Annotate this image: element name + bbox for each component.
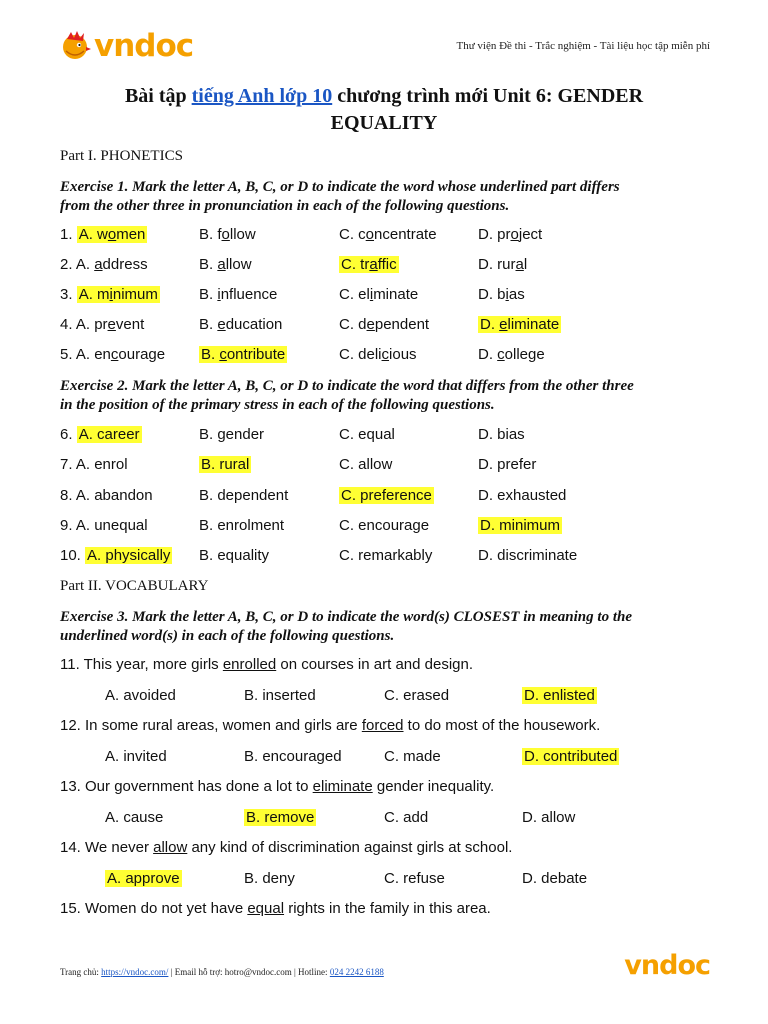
underlined-word: forced bbox=[361, 717, 404, 734]
option-d[interactable] bbox=[478, 286, 525, 303]
underlined-word: enrolled bbox=[222, 656, 277, 673]
option-text: B. deny bbox=[244, 870, 295, 887]
option-a[interactable] bbox=[105, 870, 182, 887]
underlined-part: i bbox=[109, 286, 113, 303]
option-pre: D. bbox=[480, 316, 500, 333]
option-text bbox=[478, 316, 561, 333]
footer-home-link[interactable]: https://vndoc.com/ bbox=[101, 967, 169, 977]
option-pre: D. pr bbox=[478, 226, 511, 243]
option-a[interactable] bbox=[60, 316, 144, 333]
option-d[interactable] bbox=[478, 256, 527, 273]
option-pre: A. m bbox=[78, 286, 110, 303]
underlined-part: o bbox=[510, 226, 519, 243]
option-post: men bbox=[116, 226, 146, 243]
option-c[interactable] bbox=[339, 547, 432, 564]
option-c[interactable] bbox=[384, 687, 449, 704]
option-pre: B. bbox=[199, 256, 218, 273]
question-row bbox=[60, 316, 710, 336]
underlined-part: c bbox=[219, 346, 227, 363]
underlined-word: equal bbox=[247, 900, 285, 917]
underlined-part: a bbox=[369, 256, 378, 273]
question-number: 3. bbox=[60, 286, 77, 303]
question-number: 6. bbox=[60, 426, 77, 443]
question-text bbox=[60, 717, 600, 734]
question-post: on courses in art and design. bbox=[276, 656, 474, 673]
option-c[interactable] bbox=[339, 426, 395, 443]
option-post: ious bbox=[389, 346, 417, 363]
options-row bbox=[60, 870, 710, 890]
exercise2-line1: Exercise 2. Mark the letter A, B, C, or D to indicate the word that differs from the other three bbox=[60, 378, 634, 394]
question-row bbox=[60, 256, 710, 276]
option-text bbox=[339, 226, 437, 243]
option-text: C. erased bbox=[384, 687, 450, 704]
option-text: B. encouraged bbox=[244, 748, 342, 765]
question-row bbox=[60, 456, 710, 476]
option-pre: C. deli bbox=[339, 346, 382, 363]
option-a[interactable] bbox=[105, 748, 167, 765]
question-pre: 13. Our government has done a lot to bbox=[60, 778, 313, 795]
option-text bbox=[339, 346, 417, 363]
option-pre: B. f bbox=[199, 226, 222, 243]
option-c[interactable] bbox=[339, 517, 429, 534]
option-b[interactable] bbox=[199, 517, 284, 534]
option-a[interactable] bbox=[60, 456, 128, 473]
option-text bbox=[76, 346, 165, 363]
option-text bbox=[339, 286, 418, 303]
exercise2-line2: in the position of the primary stress in each of the following questions. bbox=[60, 397, 495, 413]
option-pre: A. pr bbox=[75, 316, 108, 333]
option-pre: D. rur bbox=[478, 256, 516, 273]
option-pre: C. el bbox=[339, 286, 370, 303]
option-text: B. dependent bbox=[199, 487, 289, 504]
footer bbox=[60, 967, 384, 977]
underlined-part: a bbox=[515, 256, 524, 273]
option-c[interactable] bbox=[339, 286, 418, 303]
underlined-part: e bbox=[366, 316, 375, 333]
option-post: nfluence bbox=[220, 286, 278, 303]
underlined-part: o bbox=[365, 226, 375, 243]
question-text bbox=[60, 778, 494, 795]
option-text: D. minimum bbox=[480, 517, 561, 534]
question-number: 4. bbox=[60, 316, 76, 333]
question-post: to do most of the housework. bbox=[403, 717, 601, 734]
option-text bbox=[199, 316, 282, 333]
option-pre: A. bbox=[75, 256, 95, 273]
option-text bbox=[199, 346, 287, 363]
option-pre: B. bbox=[201, 346, 220, 363]
option-a[interactable] bbox=[60, 517, 148, 534]
option-c[interactable] bbox=[339, 456, 392, 473]
question-post: rights in the family in this area. bbox=[284, 900, 491, 917]
underlined-part: o bbox=[107, 226, 117, 243]
option-post: llow bbox=[229, 226, 256, 243]
option-text bbox=[478, 346, 545, 363]
option-text: B. gender bbox=[199, 426, 265, 443]
exercise3-instructions bbox=[60, 608, 710, 646]
option-text: C. encourage bbox=[339, 517, 430, 534]
option-d[interactable] bbox=[478, 487, 566, 504]
option-text bbox=[199, 256, 252, 273]
options-row bbox=[60, 809, 710, 829]
option-b[interactable] bbox=[199, 456, 251, 473]
option-post: l bbox=[523, 256, 528, 273]
option-a[interactable] bbox=[60, 286, 160, 303]
footer-hotline[interactable]: 024 2242 6188 bbox=[329, 967, 384, 977]
option-b[interactable] bbox=[199, 226, 256, 243]
exercise1-line2: from the other three in pronunciation in each of the following questions. bbox=[60, 198, 510, 214]
option-text: A. unequal bbox=[75, 517, 148, 534]
option-b[interactable] bbox=[199, 256, 252, 273]
option-text: A. cause bbox=[105, 809, 164, 826]
option-text: A. avoided bbox=[105, 687, 176, 704]
option-pre: D. bbox=[478, 346, 498, 363]
question-post: any kind of discrimination against girls at school. bbox=[187, 839, 513, 856]
option-d[interactable] bbox=[478, 346, 545, 363]
option-post: nimum bbox=[112, 286, 158, 303]
option-text: D. discriminate bbox=[478, 547, 578, 564]
option-d[interactable] bbox=[478, 426, 525, 443]
question-row bbox=[60, 346, 710, 366]
header-tagline: Thư viện Đề thi - Trắc nghiệm - Tài liệu học tập miễn phí bbox=[456, 40, 710, 52]
option-a[interactable] bbox=[60, 547, 172, 564]
exercise1-instructions bbox=[60, 178, 710, 216]
option-text bbox=[339, 316, 429, 333]
option-text bbox=[77, 286, 160, 303]
title-suffix: chương trình mới Unit 6: GENDER bbox=[332, 85, 644, 107]
option-text bbox=[77, 226, 148, 243]
option-b[interactable] bbox=[244, 870, 295, 887]
option-c[interactable] bbox=[339, 316, 429, 333]
option-d[interactable] bbox=[478, 316, 561, 333]
option-text: B. remove bbox=[246, 809, 315, 826]
option-post: liminate bbox=[507, 316, 560, 333]
option-b[interactable] bbox=[244, 809, 316, 826]
question-pre: 14. We never bbox=[60, 839, 154, 856]
question-pre: 11. This year, more girls bbox=[60, 656, 223, 673]
option-text bbox=[76, 316, 144, 333]
underlined-part: c bbox=[497, 346, 505, 363]
underlined-part: e bbox=[499, 316, 508, 333]
option-post: ncentrate bbox=[374, 226, 437, 243]
option-c[interactable] bbox=[339, 226, 437, 243]
question-row bbox=[60, 517, 710, 537]
underlined-part: i bbox=[505, 286, 509, 303]
underlined-part: i bbox=[369, 286, 374, 303]
option-text bbox=[199, 286, 277, 303]
option-text: C. refuse bbox=[384, 870, 445, 887]
question-row bbox=[60, 286, 710, 306]
option-d[interactable] bbox=[522, 870, 587, 887]
option-c[interactable] bbox=[339, 256, 399, 273]
underlined-part: i bbox=[217, 286, 221, 303]
underlined-part: e bbox=[107, 316, 116, 333]
option-b[interactable] bbox=[199, 286, 277, 303]
option-post: minate bbox=[373, 286, 419, 303]
option-text: D. contributed bbox=[524, 748, 618, 765]
option-post: ject bbox=[518, 226, 543, 243]
option-c[interactable] bbox=[339, 346, 417, 363]
option-text: B. rural bbox=[201, 456, 250, 473]
option-post: ontribute bbox=[226, 346, 286, 363]
option-text: A. enrol bbox=[75, 456, 128, 473]
title-line2: EQUALITY bbox=[330, 112, 438, 134]
option-text bbox=[478, 256, 527, 273]
option-post: ddress bbox=[102, 256, 148, 273]
option-c[interactable] bbox=[384, 809, 428, 826]
option-pre: C. d bbox=[339, 316, 367, 333]
option-text: D. enlisted bbox=[524, 687, 595, 704]
option-d[interactable] bbox=[478, 517, 562, 534]
option-b[interactable] bbox=[199, 547, 269, 564]
question-number: 10. bbox=[60, 547, 86, 564]
question-number: 5. bbox=[60, 346, 76, 363]
question-text bbox=[60, 656, 473, 673]
option-post: vent bbox=[115, 316, 145, 333]
option-text: D. exhausted bbox=[478, 487, 567, 504]
option-d[interactable] bbox=[522, 748, 619, 765]
option-b[interactable] bbox=[244, 748, 342, 765]
question-number: 2. bbox=[60, 256, 76, 273]
option-pre: C. tr bbox=[341, 256, 370, 273]
option-text: C. made bbox=[384, 748, 441, 765]
option-text: B. inserted bbox=[244, 687, 316, 704]
underlined-word: eliminate bbox=[312, 778, 373, 795]
option-text bbox=[76, 256, 148, 273]
question-row bbox=[60, 487, 710, 507]
option-pre: B. bbox=[199, 286, 218, 303]
title-link[interactable]: tiếng Anh lớp 10 bbox=[191, 85, 333, 107]
options-row bbox=[60, 687, 710, 707]
question-pre: 15. Women do not yet have bbox=[60, 900, 248, 917]
option-text: D. prefer bbox=[478, 456, 537, 473]
option-post: ffic bbox=[377, 256, 397, 273]
footer-home-label: Trang chủ: bbox=[60, 967, 102, 977]
option-pre: C. c bbox=[339, 226, 366, 243]
option-post: pendent bbox=[374, 316, 430, 333]
footer-logo[interactable]: vndoc bbox=[624, 950, 710, 981]
option-b[interactable] bbox=[199, 316, 282, 333]
footer-support: | Email hỗ trợ: hotro@vndoc.com | Hotline: bbox=[168, 967, 330, 977]
option-pre: A. w bbox=[78, 226, 108, 243]
option-d[interactable] bbox=[478, 456, 536, 473]
exercise3-line2: underlined word(s) in each of the following questions. bbox=[60, 628, 395, 644]
option-text: C. allow bbox=[339, 456, 393, 473]
underlined-part: a bbox=[217, 256, 226, 273]
option-text: D. allow bbox=[522, 809, 576, 826]
option-a[interactable] bbox=[105, 687, 176, 704]
option-b[interactable] bbox=[199, 426, 264, 443]
option-text: D. debate bbox=[522, 870, 588, 887]
option-c[interactable] bbox=[339, 487, 434, 504]
title-prefix: Bài tập bbox=[124, 85, 192, 107]
option-text: A. physically bbox=[87, 547, 171, 564]
option-a[interactable] bbox=[60, 487, 153, 504]
part1-heading: Part I. PHONETICS bbox=[60, 148, 183, 164]
option-text: C. equal bbox=[339, 426, 395, 443]
logo-text: vndoc bbox=[94, 28, 194, 64]
option-a[interactable] bbox=[105, 809, 163, 826]
exercise1-line1: Exercise 1. Mark the letter A, B, C, or D to indicate the word whose underlined part differs bbox=[60, 179, 620, 195]
option-a[interactable] bbox=[60, 226, 147, 243]
question-text bbox=[60, 900, 491, 917]
page-title bbox=[60, 83, 708, 137]
question-row bbox=[60, 226, 710, 246]
option-d[interactable] bbox=[478, 226, 542, 243]
underlined-part: e bbox=[217, 316, 226, 333]
question-row bbox=[60, 547, 710, 567]
option-text: A. career bbox=[78, 426, 140, 443]
question-row bbox=[60, 426, 710, 446]
option-a[interactable] bbox=[60, 346, 165, 363]
option-d[interactable] bbox=[478, 547, 577, 564]
option-b[interactable] bbox=[199, 487, 288, 504]
option-a[interactable] bbox=[60, 426, 142, 443]
options-row bbox=[60, 748, 710, 768]
option-pre: B. bbox=[199, 316, 218, 333]
option-c[interactable] bbox=[384, 748, 441, 765]
question-text bbox=[60, 839, 512, 856]
option-b[interactable] bbox=[199, 346, 287, 363]
question-number: 1. bbox=[60, 226, 77, 243]
option-c[interactable] bbox=[384, 870, 445, 887]
option-text: C. preference bbox=[341, 487, 432, 504]
question-number: 8. bbox=[60, 487, 76, 504]
underlined-part: c bbox=[110, 346, 119, 363]
question-number: 9. bbox=[60, 517, 76, 534]
option-text bbox=[339, 256, 399, 273]
option-text: B. equality bbox=[199, 547, 270, 564]
option-text: B. enrolment bbox=[199, 517, 285, 534]
question-number: 7. bbox=[60, 456, 76, 473]
option-text: C. add bbox=[384, 809, 429, 826]
option-text bbox=[199, 226, 256, 243]
option-post: ourage bbox=[118, 346, 166, 363]
option-text: D. bias bbox=[478, 426, 525, 443]
underlined-part: a bbox=[94, 256, 103, 273]
option-text bbox=[478, 226, 542, 243]
chicken-mascot-icon bbox=[58, 29, 92, 63]
option-text bbox=[478, 286, 525, 303]
option-post: ducation bbox=[225, 316, 283, 333]
option-d[interactable] bbox=[522, 809, 575, 826]
option-a[interactable] bbox=[60, 256, 148, 273]
option-post: llow bbox=[225, 256, 252, 273]
option-text: C. remarkably bbox=[339, 547, 433, 564]
option-d[interactable] bbox=[522, 687, 597, 704]
option-post: ollege bbox=[504, 346, 545, 363]
question-pre: 12. In some rural areas, women and girls are bbox=[60, 717, 362, 734]
option-pre: A. en bbox=[75, 346, 111, 363]
underlined-word: allow bbox=[153, 839, 188, 856]
option-text: A. abandon bbox=[75, 487, 153, 504]
option-text: A. approve bbox=[107, 870, 180, 887]
option-text: A. invited bbox=[105, 748, 167, 765]
exercise3-line1: Exercise 3. Mark the letter A, B, C, or D to indicate the word(s) CLOSEST in meaning to the bbox=[60, 609, 632, 625]
option-pre: D. b bbox=[478, 286, 506, 303]
question-post: gender inequality. bbox=[372, 778, 495, 795]
option-b[interactable] bbox=[244, 687, 316, 704]
vndoc-logo[interactable] bbox=[58, 28, 193, 64]
exercise2-instructions bbox=[60, 377, 710, 415]
part2-heading: Part II. VOCABULARY bbox=[60, 578, 209, 594]
underlined-part: c bbox=[381, 346, 390, 363]
option-post: as bbox=[508, 286, 525, 303]
underlined-part: o bbox=[221, 226, 230, 243]
